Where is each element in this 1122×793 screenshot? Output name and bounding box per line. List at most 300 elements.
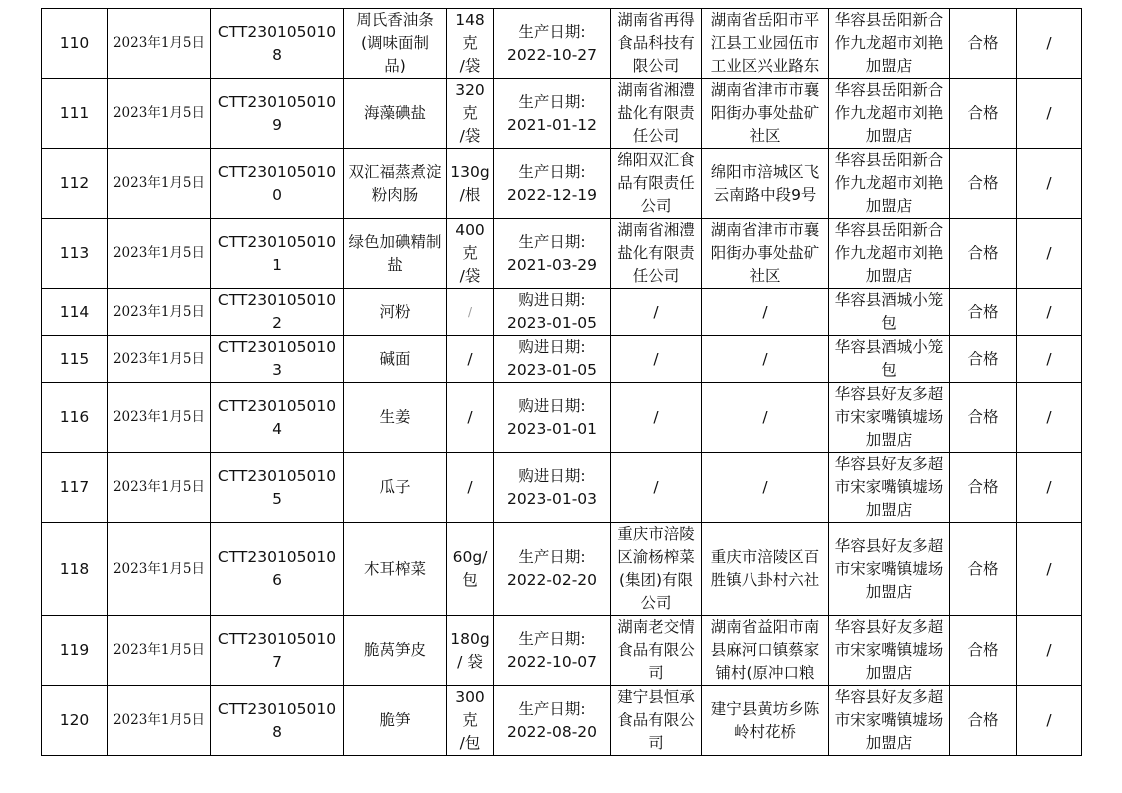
table-row xyxy=(42,523,1082,616)
sampled-store-line: 华容县岳阳新合 xyxy=(834,11,944,29)
sampling-date-cell xyxy=(108,219,211,289)
sampling-date-text: 2023年1月5日 xyxy=(112,642,206,658)
sampled-store-cell xyxy=(829,383,950,453)
product-name-line: 碱面 xyxy=(379,349,411,368)
manufacturer-address-cell xyxy=(702,453,829,523)
sampled-store-cell xyxy=(829,9,950,79)
manufacturer-line: 任公司 xyxy=(632,267,680,285)
sample-number-text: 113 xyxy=(59,244,90,262)
sampled-store-cell xyxy=(829,453,950,523)
sampled-store-cell xyxy=(829,336,950,383)
manufacturer-address-cell xyxy=(702,9,829,79)
manufacturer-address-line: 湖南省益阳市南 xyxy=(710,618,820,636)
result-cell xyxy=(950,149,1017,219)
note-cell xyxy=(1017,686,1082,756)
sampled-store-line: 作九龙超市刘艳 xyxy=(834,244,944,262)
manufacturer-address-cell xyxy=(702,523,829,616)
sampled-store-line: 市宋家嘴镇墟场 xyxy=(834,711,944,729)
specification-line: / 袋 xyxy=(457,652,483,671)
result-cell xyxy=(950,219,1017,289)
sampled-store-line: 包 xyxy=(881,314,897,332)
manufacturer-line: 区渝杨榨菜 xyxy=(617,548,695,566)
product-name-cell xyxy=(344,219,447,289)
sample-number-cell xyxy=(42,219,108,289)
sampling-date-cell xyxy=(108,289,211,336)
table-row xyxy=(42,79,1082,149)
specification-cell xyxy=(447,453,494,523)
result-text: 合格 xyxy=(967,302,999,321)
manufacturer-cell xyxy=(611,383,702,453)
sampling-date-cell xyxy=(108,149,211,219)
sampled-store-line: 加盟店 xyxy=(865,57,913,75)
note-cell xyxy=(1017,79,1082,149)
sample-number-cell xyxy=(42,9,108,79)
manufacturer-line: 湖南省湘澧 xyxy=(617,221,695,239)
date-info-cell xyxy=(494,453,611,523)
sample-code-line: CTT230105010 xyxy=(217,466,337,485)
manufacturer-line: 重庆市涪陵 xyxy=(617,525,695,543)
result-text: 合格 xyxy=(967,34,999,52)
specification-line: 320克 xyxy=(455,81,485,122)
specification-cell xyxy=(447,336,494,383)
specification-line: 包 xyxy=(462,571,478,589)
manufacturer-cell xyxy=(611,289,702,336)
date-info-cell xyxy=(494,616,611,686)
date-info-cell xyxy=(494,79,611,149)
sampled-store-cell xyxy=(829,616,950,686)
sampled-store-line: 华容县好友多超 xyxy=(834,455,944,473)
manufacturer-line: 食品有限公 xyxy=(617,641,695,659)
table-row xyxy=(42,686,1082,756)
sample-number-text: 119 xyxy=(59,641,90,659)
manufacturer-line: / xyxy=(653,349,659,368)
result-cell xyxy=(950,453,1017,523)
date-info-cell xyxy=(494,289,611,336)
sampling-date-cell xyxy=(108,523,211,616)
result-cell xyxy=(950,336,1017,383)
sampled-store-line: 包 xyxy=(881,361,897,379)
manufacturer-line: 品有限责任 xyxy=(617,174,695,192)
note-cell xyxy=(1017,453,1082,523)
date-type-label: 购进日期: xyxy=(518,466,586,485)
note-text: / xyxy=(1046,559,1052,578)
date-value: 2022-08-20 xyxy=(506,722,598,741)
date-type-label: 生产日期: xyxy=(518,699,586,718)
product-name-line: (调味面制 xyxy=(360,34,430,52)
sampled-store-line: 加盟店 xyxy=(865,501,913,519)
manufacturer-address-line: / xyxy=(762,408,768,426)
result-cell xyxy=(950,616,1017,686)
manufacturer-address-cell xyxy=(702,149,829,219)
sampling-date-text: 2023年1月5日 xyxy=(112,712,206,728)
product-name-cell xyxy=(344,686,447,756)
manufacturer-line: 湖南省再得 xyxy=(617,11,695,29)
date-value: 2021-03-29 xyxy=(506,255,598,274)
manufacturer-address-line: / xyxy=(762,478,768,496)
sample-code-line: CTT230105010 xyxy=(217,699,337,718)
product-name-line: 瓜子 xyxy=(379,478,411,496)
sample-number-cell xyxy=(42,616,108,686)
sample-code-line: CTT230105010 xyxy=(217,92,337,111)
specification-cell xyxy=(447,523,494,616)
table-row xyxy=(42,219,1082,289)
manufacturer-line: 司 xyxy=(648,664,664,682)
sampled-store-line: 加盟店 xyxy=(865,734,913,752)
sample-code-line: 5 xyxy=(272,489,282,508)
manufacturer-cell xyxy=(611,79,702,149)
manufacturer-line: 湖南省湘澧 xyxy=(617,81,695,99)
manufacturer-address-cell xyxy=(702,383,829,453)
note-text: / xyxy=(1046,104,1052,122)
manufacturer-address-line: 工业区兴业路东 xyxy=(710,57,820,75)
manufacturer-address-line: 社区 xyxy=(749,267,781,285)
sampling-date-cell xyxy=(108,383,211,453)
manufacturer-cell xyxy=(611,686,702,756)
sample-code-line: 9 xyxy=(272,115,282,134)
date-value: 2022-12-19 xyxy=(506,185,598,204)
table-row xyxy=(42,383,1082,453)
sample-code-line: 6 xyxy=(272,571,282,589)
product-name-line: 绿色加碘精制 xyxy=(348,232,442,251)
sampled-store-cell xyxy=(829,79,950,149)
result-cell xyxy=(950,289,1017,336)
date-type-label: 生产日期: xyxy=(518,629,586,648)
manufacturer-address-line: 胜镇八卦村六社 xyxy=(710,571,820,589)
sample-number-text: 116 xyxy=(59,408,90,426)
result-text: 合格 xyxy=(967,349,999,368)
sample-code-cell xyxy=(211,219,344,289)
specification-line: / xyxy=(467,304,473,319)
sampled-store-line: 作九龙超市刘艳 xyxy=(834,174,944,192)
sampling-date-cell xyxy=(108,79,211,149)
manufacturer-address-line: 社区 xyxy=(749,127,781,145)
manufacturer-cell xyxy=(611,219,702,289)
date-type-label: 生产日期: xyxy=(518,232,586,251)
date-type-label: 生产日期: xyxy=(518,162,586,181)
sample-code-cell xyxy=(211,9,344,79)
note-cell xyxy=(1017,383,1082,453)
specification-line: 300克 xyxy=(455,688,485,729)
result-cell xyxy=(950,686,1017,756)
sampled-store-line: 华容县岳阳新合 xyxy=(834,81,944,99)
sample-code-line: 3 xyxy=(272,361,282,379)
date-type-label: 生产日期: xyxy=(518,548,586,566)
manufacturer-line: / xyxy=(653,408,659,426)
manufacturer-address-line: / xyxy=(762,302,768,321)
sample-code-cell xyxy=(211,523,344,616)
note-cell xyxy=(1017,616,1082,686)
sample-code-line: CTT230105010 xyxy=(217,548,337,566)
result-text: 合格 xyxy=(967,478,999,496)
sampled-store-line: 华容县好友多超 xyxy=(834,536,944,555)
note-cell xyxy=(1017,9,1082,79)
table-row xyxy=(42,149,1082,219)
sampled-store-line: 华容县好友多超 xyxy=(834,385,944,403)
specification-cell xyxy=(447,289,494,336)
note-cell xyxy=(1017,289,1082,336)
manufacturer-address-line: 建宁县黄坊乡陈 xyxy=(710,699,820,718)
product-name-cell xyxy=(344,523,447,616)
sample-number-text: 111 xyxy=(59,104,90,122)
sample-number-cell xyxy=(42,289,108,336)
sampling-date-text: 2023年1月5日 xyxy=(112,560,206,577)
manufacturer-address-line: 绵阳市涪城区飞 xyxy=(710,162,820,181)
specification-cell xyxy=(447,219,494,289)
manufacturer-address-line: 岭村花桥 xyxy=(733,722,796,741)
table-row xyxy=(42,289,1082,336)
manufacturer-address-line: 湖南省津市市襄 xyxy=(710,81,820,99)
sample-number-cell xyxy=(42,336,108,383)
note-cell xyxy=(1017,149,1082,219)
manufacturer-line: (集团)有限 xyxy=(618,571,694,589)
note-cell xyxy=(1017,219,1082,289)
manufacturer-address-cell xyxy=(702,686,829,756)
sampled-store-line: 华容县酒城小笼 xyxy=(834,291,944,309)
sampled-store-line: 作九龙超市刘艳 xyxy=(834,34,944,52)
manufacturer-address-line: 江县工业园伍市 xyxy=(710,34,820,52)
result-cell xyxy=(950,79,1017,149)
manufacturer-line: 盐化有限责 xyxy=(617,104,695,122)
manufacturer-line: 公司 xyxy=(640,197,672,215)
sample-number-text: 112 xyxy=(59,174,90,192)
date-info-cell xyxy=(494,383,611,453)
sample-number-cell xyxy=(42,383,108,453)
sampling-date-cell xyxy=(108,9,211,79)
sampling-date-text: 2023年1月5日 xyxy=(112,175,206,191)
note-cell xyxy=(1017,336,1082,383)
sample-code-line: CTT230105010 xyxy=(217,162,337,181)
manufacturer-line: / xyxy=(653,478,659,496)
note-text: / xyxy=(1046,302,1052,321)
sampled-store-cell xyxy=(829,686,950,756)
manufacturer-cell xyxy=(611,9,702,79)
manufacturer-line: 任公司 xyxy=(632,127,680,145)
manufacturer-address-line: 重庆市涪陵区百 xyxy=(710,548,820,566)
specification-line: 180g xyxy=(450,629,490,648)
sampled-store-line: 加盟店 xyxy=(865,431,913,449)
manufacturer-line: 限公司 xyxy=(632,57,680,75)
specification-line: / xyxy=(467,408,473,426)
manufacturer-cell xyxy=(611,149,702,219)
result-text: 合格 xyxy=(967,559,999,578)
manufacturer-cell xyxy=(611,453,702,523)
manufacturer-address-cell xyxy=(702,616,829,686)
sample-code-cell xyxy=(211,336,344,383)
product-name-line: 海藻碘盐 xyxy=(363,104,426,122)
specification-line: 130g xyxy=(450,162,490,181)
table-row xyxy=(42,453,1082,523)
sampled-store-line: 市宋家嘴镇墟场 xyxy=(834,408,944,426)
product-name-line: 河粉 xyxy=(379,302,411,321)
date-type-label: 生产日期: xyxy=(518,92,586,111)
note-cell xyxy=(1017,523,1082,616)
manufacturer-address-line: 云南路中段9号 xyxy=(713,185,817,204)
product-name-cell xyxy=(344,616,447,686)
result-text: 合格 xyxy=(967,711,999,729)
sampled-store-line: 市宋家嘴镇墟场 xyxy=(834,559,944,578)
table-row xyxy=(42,616,1082,686)
specification-line: / xyxy=(467,478,473,496)
date-info-cell xyxy=(494,523,611,616)
sampled-store-line: 市宋家嘴镇墟场 xyxy=(834,641,944,659)
note-text: / xyxy=(1046,408,1052,426)
manufacturer-address-line: 县麻河口镇蔡家 xyxy=(710,641,820,659)
date-type-label: 购进日期: xyxy=(518,396,586,415)
sample-code-cell xyxy=(211,383,344,453)
sampled-store-line: 华容县岳阳新合 xyxy=(834,221,944,239)
product-name-cell xyxy=(344,336,447,383)
note-text: / xyxy=(1046,711,1052,729)
sampled-store-line: 加盟店 xyxy=(865,267,913,285)
date-value: 2022-02-20 xyxy=(506,571,598,589)
manufacturer-address-line: / xyxy=(762,349,768,368)
sample-code-line: 7 xyxy=(272,652,282,671)
sampling-date-text: 2023年1月5日 xyxy=(112,303,206,320)
sample-number-text: 117 xyxy=(59,478,90,496)
manufacturer-cell xyxy=(611,336,702,383)
sample-code-line: 1 xyxy=(272,255,282,274)
sampled-store-line: 加盟店 xyxy=(865,664,913,682)
sampling-date-text: 2023年1月5日 xyxy=(112,245,206,261)
date-value: 2023-01-05 xyxy=(506,361,598,379)
product-name-line: 品) xyxy=(384,57,406,75)
product-name-cell xyxy=(344,149,447,219)
inspection-results-table xyxy=(41,8,1082,756)
product-name-line: 脆莴笋皮 xyxy=(363,641,426,659)
sample-code-cell xyxy=(211,149,344,219)
product-name-cell xyxy=(344,79,447,149)
sample-number-text: 110 xyxy=(59,34,90,52)
sampled-store-line: 华容县酒城小笼 xyxy=(834,338,944,356)
sampling-date-text: 2023年1月5日 xyxy=(112,105,206,121)
manufacturer-line: 绵阳双汇食 xyxy=(617,151,695,169)
product-name-line: 生姜 xyxy=(379,408,411,426)
sample-number-text: 118 xyxy=(59,559,90,578)
product-name-cell xyxy=(344,9,447,79)
sample-number-text: 114 xyxy=(59,302,90,321)
sample-code-line: 0 xyxy=(272,185,282,204)
date-value: 2023-01-01 xyxy=(506,419,598,438)
date-info-cell xyxy=(494,149,611,219)
specification-cell xyxy=(447,79,494,149)
manufacturer-address-line: 阳街办事处盐矿 xyxy=(710,244,820,262)
sample-code-cell xyxy=(211,79,344,149)
date-type-label: 购进日期: xyxy=(518,291,586,309)
date-info-cell xyxy=(494,336,611,383)
specification-line: / xyxy=(467,349,473,368)
product-name-line: 木耳榨菜 xyxy=(363,559,426,578)
sampling-date-text: 2023年1月5日 xyxy=(112,35,206,51)
manufacturer-address-cell xyxy=(702,219,829,289)
date-type-label: 购进日期: xyxy=(518,338,586,356)
sample-code-line: CTT230105010 xyxy=(217,629,337,648)
table-row xyxy=(42,9,1082,79)
product-name-cell xyxy=(344,453,447,523)
sampling-date-text: 2023年1月5日 xyxy=(112,350,206,367)
specification-cell xyxy=(447,383,494,453)
manufacturer-line: / xyxy=(653,302,659,321)
sample-code-cell xyxy=(211,453,344,523)
sample-code-line: 8 xyxy=(272,722,282,741)
sampling-date-cell xyxy=(108,686,211,756)
sampling-date-cell xyxy=(108,453,211,523)
manufacturer-line: 公司 xyxy=(640,594,672,612)
sample-code-line: CTT230105010 xyxy=(217,232,337,251)
sampling-date-cell xyxy=(108,336,211,383)
manufacturer-address-cell xyxy=(702,289,829,336)
specification-cell xyxy=(447,686,494,756)
specification-line: 148克 xyxy=(455,11,485,52)
result-cell xyxy=(950,9,1017,79)
specification-cell xyxy=(447,149,494,219)
sample-code-line: CTT230105010 xyxy=(217,291,337,309)
sampled-store-line: 华容县岳阳新合 xyxy=(834,151,944,169)
result-text: 合格 xyxy=(967,408,999,426)
manufacturer-line: 司 xyxy=(648,734,664,752)
manufacturer-address-cell xyxy=(702,79,829,149)
date-info-cell xyxy=(494,686,611,756)
specification-line: /袋 xyxy=(459,267,481,285)
manufacturer-cell xyxy=(611,523,702,616)
result-cell xyxy=(950,523,1017,616)
product-name-line: 粉肉肠 xyxy=(371,185,419,204)
result-text: 合格 xyxy=(967,104,999,122)
sample-number-cell xyxy=(42,149,108,219)
sample-number-cell xyxy=(42,686,108,756)
note-text: / xyxy=(1046,641,1052,659)
sampled-store-line: 加盟店 xyxy=(865,582,913,601)
manufacturer-address-cell xyxy=(702,336,829,383)
manufacturer-line: 食品科技有 xyxy=(617,34,695,52)
sampled-store-cell xyxy=(829,523,950,616)
specification-line: /根 xyxy=(459,185,481,204)
sampled-store-cell xyxy=(829,219,950,289)
sample-number-cell xyxy=(42,523,108,616)
specification-cell xyxy=(447,616,494,686)
sampling-date-text: 2023年1月5日 xyxy=(112,409,206,425)
sample-code-cell xyxy=(211,616,344,686)
manufacturer-line: 湖南老交情 xyxy=(617,618,695,636)
product-name-line: 脆笋 xyxy=(379,711,411,729)
product-name-cell xyxy=(344,383,447,453)
specification-line: 60g/ xyxy=(452,548,488,566)
note-text: / xyxy=(1046,478,1052,496)
sample-code-line: 2 xyxy=(272,314,282,332)
note-text: / xyxy=(1046,244,1052,262)
result-text: 合格 xyxy=(967,641,999,659)
table-row xyxy=(42,336,1082,383)
specification-line: /袋 xyxy=(459,127,481,145)
sample-number-cell xyxy=(42,79,108,149)
manufacturer-address-line: 阳街办事处盐矿 xyxy=(710,104,820,122)
product-name-line: 双汇福蒸煮淀 xyxy=(348,162,442,181)
date-value: 2023-01-03 xyxy=(506,489,598,508)
sample-number-cell xyxy=(42,453,108,523)
manufacturer-line: 盐化有限责 xyxy=(617,244,695,262)
sampling-date-cell xyxy=(108,616,211,686)
sampled-store-cell xyxy=(829,289,950,336)
note-text: / xyxy=(1046,174,1052,192)
specification-line: /袋 xyxy=(459,57,481,75)
date-info-cell xyxy=(494,219,611,289)
sample-number-text: 120 xyxy=(59,711,90,729)
sampled-store-cell xyxy=(829,149,950,219)
note-text: / xyxy=(1046,349,1052,368)
manufacturer-line: 食品有限公 xyxy=(617,711,695,729)
sampled-store-line: 作九龙超市刘艳 xyxy=(834,104,944,122)
sample-code-line: CTT230105010 xyxy=(217,22,337,41)
result-text: 合格 xyxy=(967,244,999,262)
